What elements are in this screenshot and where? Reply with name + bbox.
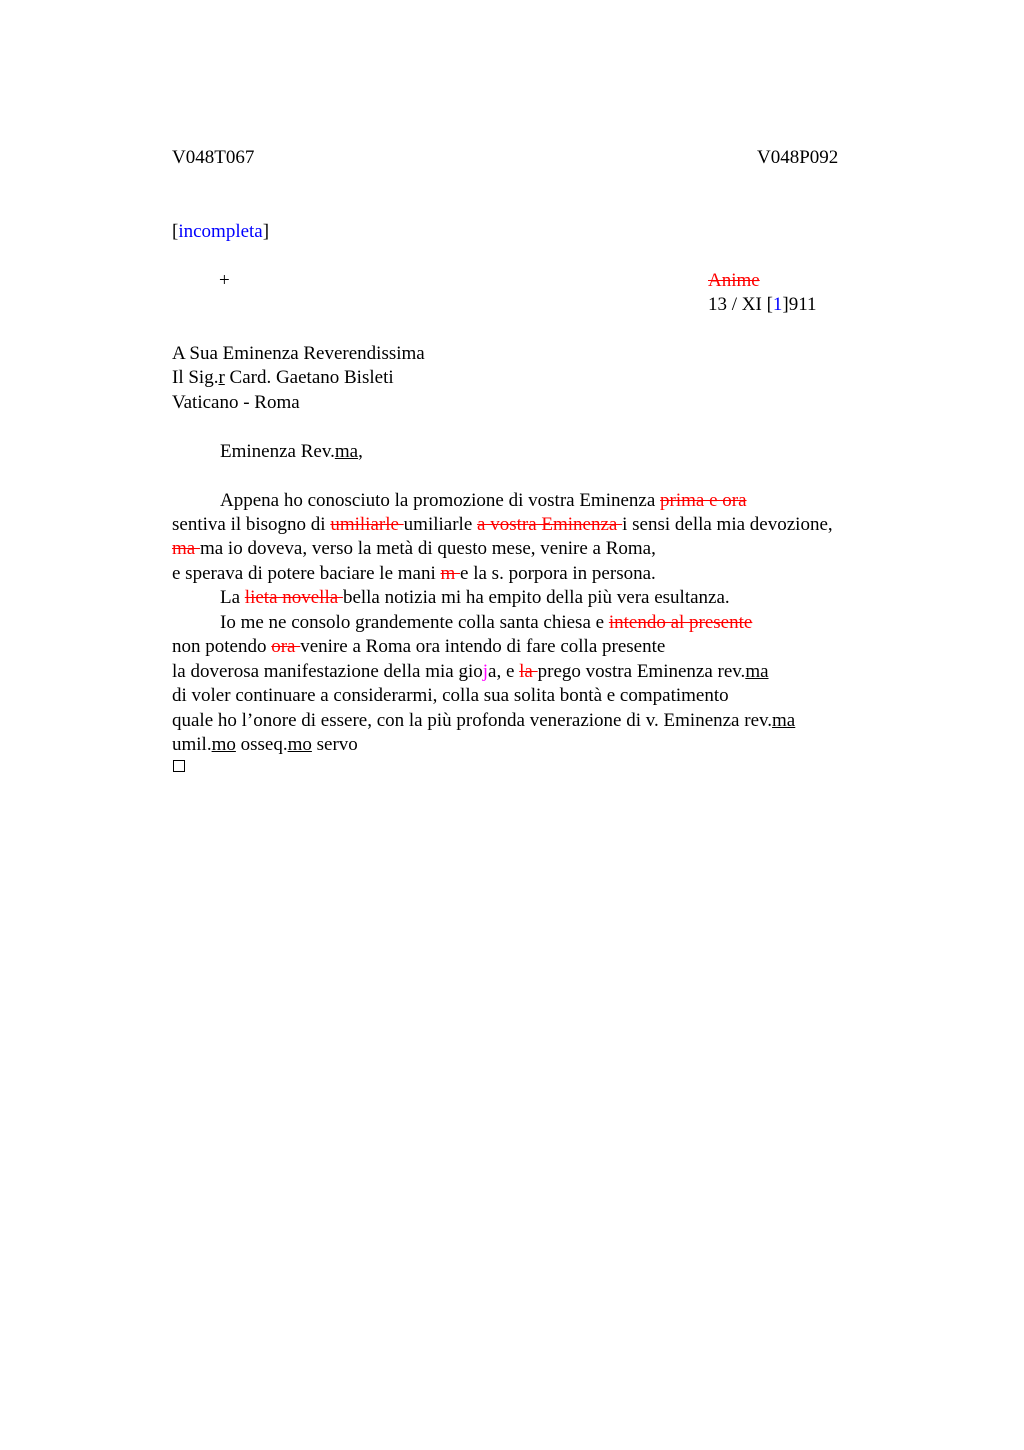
- body-line-1: Appena ho conosciuto la promozione di vostra Eminenza prima e ora: [220, 490, 747, 511]
- address-line-2: Il Sig.r Card. Gaetano Bisleti: [172, 367, 394, 388]
- status-note: [incompleta]: [172, 221, 270, 242]
- body-line-3: ma ma io doveva, verso la metà di questo mese, venire a Roma,: [172, 538, 656, 559]
- end-marker-box: [173, 760, 185, 772]
- body-line-2: sentiva il bisogno di umiliarle umiliarle a vostra Eminenza i sensi della mia devozione,: [172, 514, 833, 535]
- cross-mark: +: [219, 270, 230, 291]
- body-line-7: non potendo ora venire a Roma ora intendo di fare colla presente: [172, 636, 666, 657]
- body-line-9: di voler continuare a considerarmi, colla sua solita bontà e compatimento: [172, 685, 729, 706]
- body-line-4: e sperava di potere baciare le mani m e la s. porpora in persona.: [172, 563, 656, 584]
- salutation: Eminenza Rev.ma,: [220, 441, 363, 462]
- address-line-1: A Sua Eminenza Reverendissima: [172, 343, 425, 364]
- place-deleted: Anime: [708, 270, 760, 291]
- closing-signature: umil.mo osseq.mo servo: [172, 734, 358, 755]
- letter-date: 13 / XI [1]911: [708, 294, 817, 315]
- body-line-5: La lieta novella bella notizia mi ha empito della più vera esultanza.: [220, 587, 730, 608]
- status-label: incompleta: [178, 221, 263, 242]
- body-line-10: quale ho l’onore di essere, con la più profonda venerazione di v. Eminenza rev.ma: [172, 710, 796, 731]
- address-line-3: Vaticano - Roma: [172, 392, 300, 413]
- body-line-6: Io me ne consolo grandemente colla santa chiesa e intendo al presente: [220, 612, 753, 633]
- left-code: V048T067: [172, 147, 255, 168]
- body-line-8: la doverosa manifestazione della mia gioja, e la prego vostra Eminenza rev.ma: [172, 661, 769, 682]
- right-code: V048P092: [757, 147, 839, 168]
